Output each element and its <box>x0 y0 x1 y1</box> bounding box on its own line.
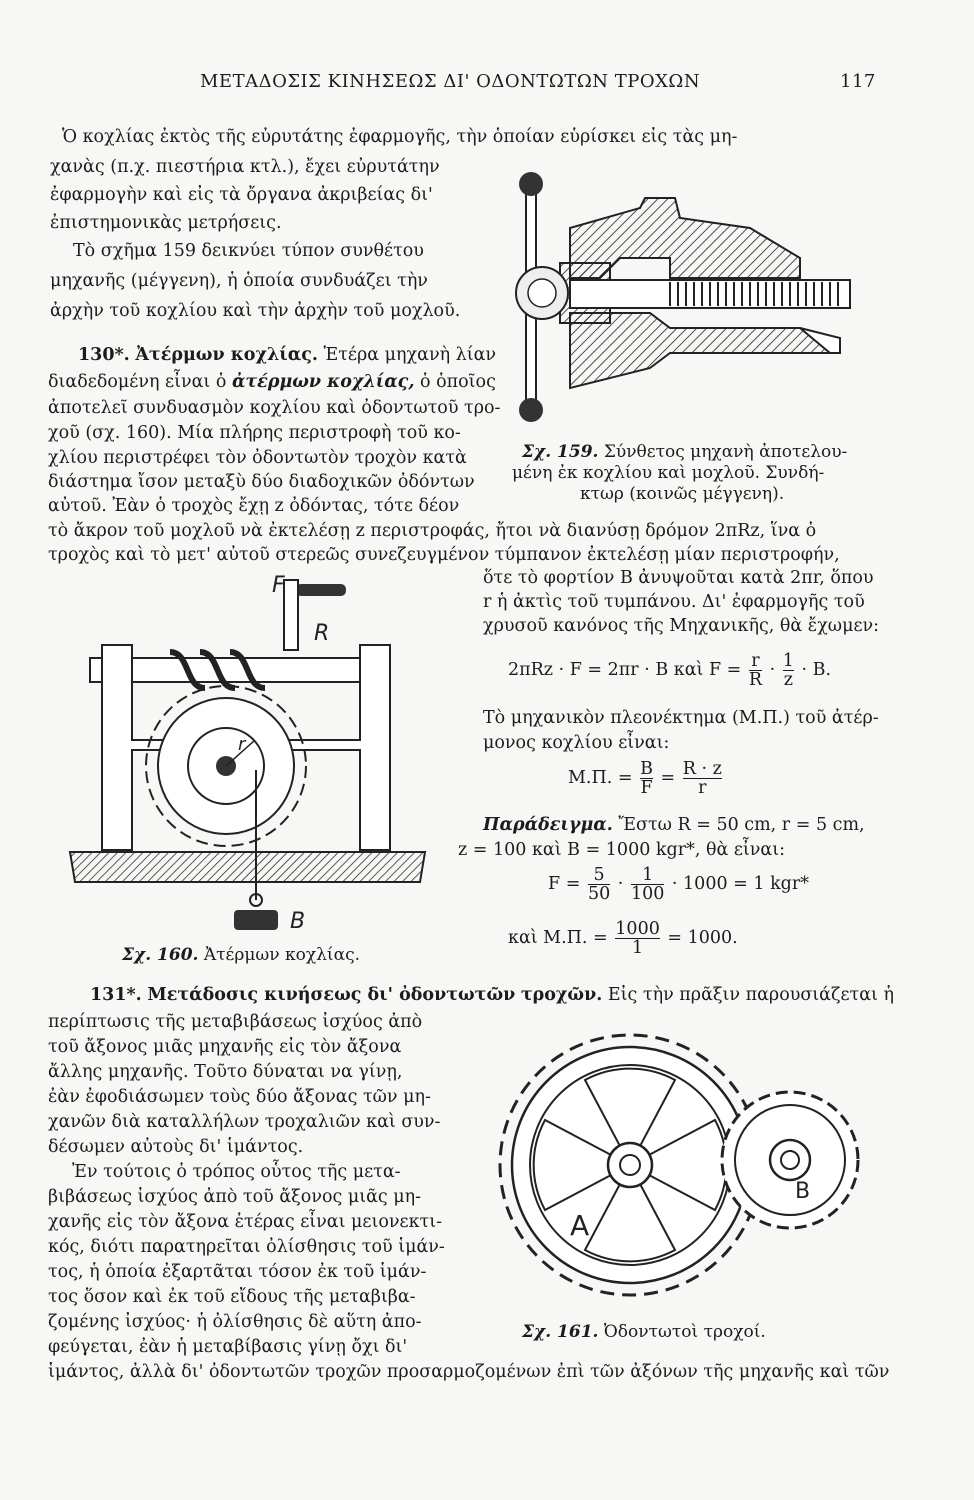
intro-line: ἐφαρμογὴν καὶ εἰς τὰ ὄργανα ἀκριβείας δι' <box>50 185 433 205</box>
section-131-line: ζομένης ἰσχύος· ἡ ὀλίσθησις δὲ αὕτη ἀπο- <box>48 1312 422 1332</box>
equation-1: 2πRz · F = 2πr · B καὶ F = $\frac{r}{R}$ · $\frac{1}{z}$ · B. <box>508 651 832 690</box>
section-131-line: χανῆς εἰς τὸν ἄξονα ἑτέρας εἶναι μειονεκτι- <box>48 1212 442 1232</box>
section-130-line: διάστημα ἴσον μεταξὺ δύο διαδοχικῶν ὀδόντων <box>48 472 475 492</box>
fig161-caption: Σχ. 161. Ὀδοντωτοὶ τροχοί. <box>522 1322 766 1342</box>
example-line: Παράδειγμα. Ἔστω R = 50 cm, r = 5 cm, <box>483 815 865 835</box>
intro-line: μηχανῆς (μέγγενη), ἡ ὁποία συνδυάζει τὴν <box>50 271 428 291</box>
section-130-line: ὅτε τὸ φορτίον B ἀνυψοῦται κατὰ 2πr, ὅπου <box>483 568 874 588</box>
ma-text: μονος κοχλίου εἶναι: <box>483 733 670 753</box>
intro-line: χανὰς (π.χ. πιεστήρια κτλ.), ἔχει εὐρυτάτην <box>50 157 440 177</box>
fig160-caption: Σχ. 160. Ἀτέρμων κοχλίας. <box>122 945 360 965</box>
section-131-heading: 131*. Μετάδοσις κινήσεως δι' ὀδοντωτῶν τροχῶν. Εἰς τὴν πρᾶξιν παρουσιάζεται ἡ <box>90 985 894 1005</box>
fig159-caption-line: μένη ἐκ κοχλίου καὶ μοχλοῦ. Συνδή- <box>512 463 825 483</box>
section-131-line: Ἐν τούτοις ὁ τρόπος οὗτος τῆς μετα- <box>72 1162 401 1182</box>
label-A: A <box>570 1209 590 1242</box>
section-130-line: χρυσοῦ κανόνος τῆς Μηχανικῆς, θὰ ἔχωμεν: <box>483 616 880 636</box>
ma-text: Τὸ μηχανικὸν πλεονέκτημα (Μ.Π.) τοῦ ἀτέρ- <box>483 708 879 728</box>
section-131-line: ἱμάντος, ἀλλὰ δι' ὀδοντωτῶν τροχῶν προσαρμοζομένων ἐπὶ τῶν ἀξόνων τῆς μηχανῆς καὶ τῶν <box>48 1362 890 1382</box>
equation-4: καὶ Μ.Π. = $\frac{1000}{1}$ = 1000. <box>508 919 738 958</box>
section-131-line: τοῦ ἄξονος μιᾶς μηχανῆς εἰς τὸν ἄξονα <box>48 1037 402 1057</box>
running-title: ΜΕΤΑΔΟΣΙΣ ΚΙΝΗΣΕΩΣ ΔΙ' ΟΔΟΝΤΩΤΩΝ ΤΡΟΧΩΝ <box>200 71 701 92</box>
section-130-line: r ἡ ἀκτὶς τοῦ τυμπάνου. Δι' ἐφαρμογῆς τοῦ <box>483 592 865 612</box>
section-131-line: δέσωμεν αὐτοὺς δι' ἱμάντος. <box>48 1137 304 1157</box>
label-F: F <box>272 573 285 598</box>
section-131-line: κός, διότι παρατηρεῖται ὀλίσθησις τοῦ ἱμάν- <box>48 1237 445 1257</box>
section-131-line: ἐὰν ἐφοδιάσωμεν τοὺς δύο ἄξονας τῶν μη- <box>48 1087 431 1107</box>
equation-3: F = $\frac{5}{50}$ · $\frac{1}{100}$ · 1000 = 1 kgr* <box>548 865 809 904</box>
section-130-line: χοῦ (σχ. 160). Μία πλήρης περιστροφὴ τοῦ κο- <box>48 423 461 443</box>
section-130-heading: 130*. Ἀτέρμων κοχλίας. Ἑτέρα μηχανὴ λίαν <box>78 345 497 365</box>
intro-line: Ὁ κοχλίας ἐκτὸς τῆς εὐρυτάτης ἐφαρμογῆς, τὴν ὁποίαν εὑρίσκει εἰς τὰς μη- <box>62 127 738 147</box>
section-131-line: ἄλλης μηχανῆς. Τοῦτο δύναται να γίνῃ, <box>48 1062 403 1082</box>
fig159-caption-line: κτωρ (κοινῶς μέγγενη). <box>580 484 785 504</box>
equation-2: Μ.Π. = $\frac{B}{F}$ = $\frac{R \cdot z}{r}$ <box>568 759 722 798</box>
intro-line: ἐπιστημονικὰς μετρήσεις. <box>50 213 282 233</box>
intro-line: ἀρχὴν τοῦ κοχλίου καὶ τὴν ἀρχὴν τοῦ μοχλοῦ. <box>50 301 461 321</box>
example-line: z = 100 καὶ B = 1000 kgr*, θὰ εἶναι: <box>458 840 786 860</box>
section-131-line: τος, ἡ ὁποία ἐξαρτᾶται τόσον ἐκ τοῦ ἱμάν- <box>48 1262 427 1282</box>
worm-gear-figure <box>60 570 430 945</box>
section-130-line: χλίου περιστρέφει τὸν ὀδοντωτὸν τροχὸν κατὰ <box>48 448 467 468</box>
label-R: R <box>314 621 330 646</box>
section-131-line: φεύγεται, ἐὰν ἡ μεταβίβασις γίνῃ ὄχι δι' <box>48 1337 408 1357</box>
spur-gears-figure <box>465 1020 865 1320</box>
section-131-line: περίπτωσις τῆς μεταβιβάσεως ἰσχύος ἀπὸ <box>48 1012 423 1032</box>
section-130-line: τροχὸς καὶ τὸ μετ' αὐτοῦ στερεῶς συνεζευγμένον τύμπανον ἐκτελέσῃ μίαν περιστροφήν, <box>48 545 840 565</box>
vise-figure <box>500 168 860 430</box>
fig159-caption: Σχ. 159. Σύνθετος μηχανὴ ἀποτελου- <box>522 442 848 462</box>
section-130-line: διαδεδομένη εἶναι ὁ ἀτέρμων κοχλίας, ὁ ὁποῖος <box>48 372 496 392</box>
intro-line: Τὸ σχῆμα 159 δεικνύει τύπον συνθέτου <box>73 241 424 261</box>
page-number: 117 <box>840 71 876 92</box>
section-130-line: αὐτοῦ. Ἐὰν ὁ τροχὸς ἔχῃ z ὀδόντας, τότε δέον <box>48 496 460 516</box>
label-r: r <box>238 734 246 755</box>
section-131-line: τος ὅσον καὶ ἐκ τοῦ εἴδους τῆς μεταβιβα- <box>48 1287 416 1307</box>
label-B-gear: B <box>795 1179 811 1204</box>
section-130-line: τὸ ἄκρον τοῦ μοχλοῦ νὰ ἐκτελέσῃ z περιστροφάς, ἤτοι νὰ διανύσῃ δρόμον 2πRz, ἵνα ὁ <box>48 521 817 541</box>
section-131-line: χανῶν διὰ καταλλήλων τροχαλιῶν καὶ συν- <box>48 1112 441 1132</box>
section-131-line: βιβάσεως ἰσχύος ἀπὸ τοῦ ἄξονος μιᾶς μη- <box>48 1187 422 1207</box>
label-B: B <box>290 909 306 934</box>
section-130-line: ἀποτελεῖ συνδυασμὸν κοχλίου καὶ ὀδοντωτοῦ τρο- <box>48 398 501 418</box>
